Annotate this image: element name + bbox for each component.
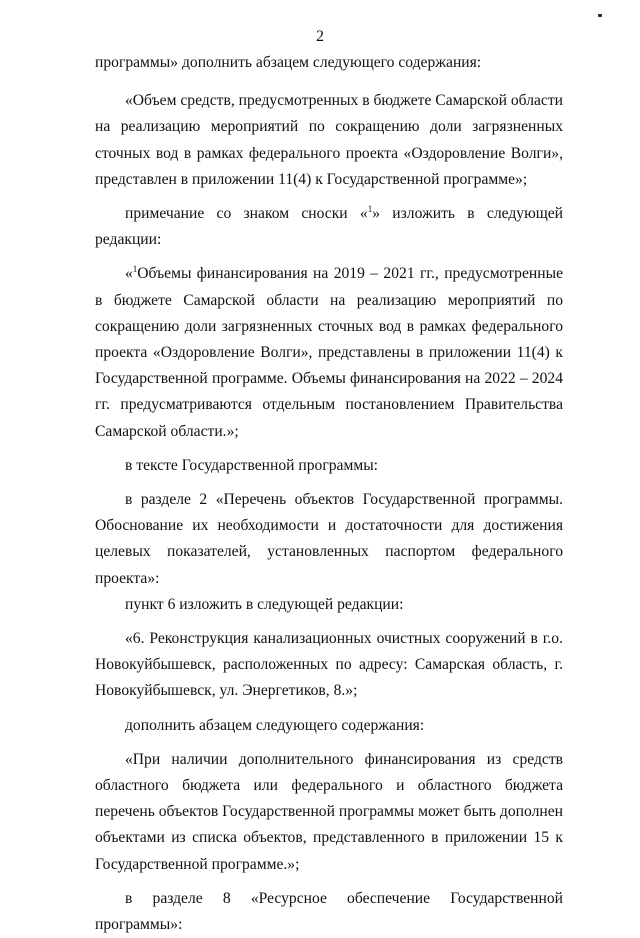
paragraph-3 [95, 201, 563, 253]
document-body [95, 50, 563, 938]
paragraph-1: программы» дополнить абзацем следующего содержания: [95, 54, 482, 71]
paragraph-10: «При наличии дополнительного финансирования из средств областного бюджета или федерального и областного бюджета перечень объектов Государственной программы может быть дополнен объектами из списка объектов, представленного в приложении 15 к Государственной программе.»; [95, 750, 563, 873]
paragraph-5: в тексте Государственной программы: [125, 456, 379, 474]
page-number: 2 [316, 28, 324, 45]
paragraph-3-text-b: » изложить в следующей редакции: [95, 205, 563, 249]
paragraph-3-text-a: примечание со знаком сноски « [125, 205, 368, 223]
paragraph-4-open-quote: « [125, 265, 133, 283]
paragraph-9: дополнить абзацем следующего содержания: [125, 716, 425, 734]
footnote-mark: 1 [367, 204, 373, 215]
scan-speck [598, 14, 602, 17]
paragraph-7: пункт 6 изложить в следующей редакции: [125, 595, 404, 613]
paragraph-8: «6. Реконструкция канализационных очистных сооружений в г.о. Новокуйбышевск, расположенных по адресу: Самарская область, г. Новокуйбышевск, ул. Энергетиков, 8.»; [95, 630, 563, 700]
paragraph-6: в разделе 2 «Перечень объектов Государственной программы. Обоснование их необходимости и достаточности для достижения целевых показателей, установленных паспортом федерального проекта»: [95, 491, 563, 587]
paragraph-11: в разделе 8 «Ресурсное обеспечение Государственной программы»: [95, 889, 563, 934]
footnote-mark: 1 [132, 264, 138, 275]
paragraph-4-text: Объемы финансирования на 2019 – 2021 гг., предусмотренные в бюджете Самарской области на реализацию мероприятий по сокращению доли загрязненных сточных вод в рамках федерального проекта «Оздоровление Волги», представлены в приложении 11(4) к Государственной программе. Объемы финансирования на 2022 – 2024 гг. предусматриваются отдельным постановлением Правительства Самарской области.»; [95, 265, 563, 440]
paragraph-2: «Объем средств, предусмотренных в бюджете Самарской области на реализацию мероприятий по сокращению доли загрязненных сточных вод в рамках федерального проекта «Оздоровление Волги», представлен в приложении 11(4) к Государственной программе»; [95, 92, 563, 188]
paragraph-4 [95, 261, 563, 444]
